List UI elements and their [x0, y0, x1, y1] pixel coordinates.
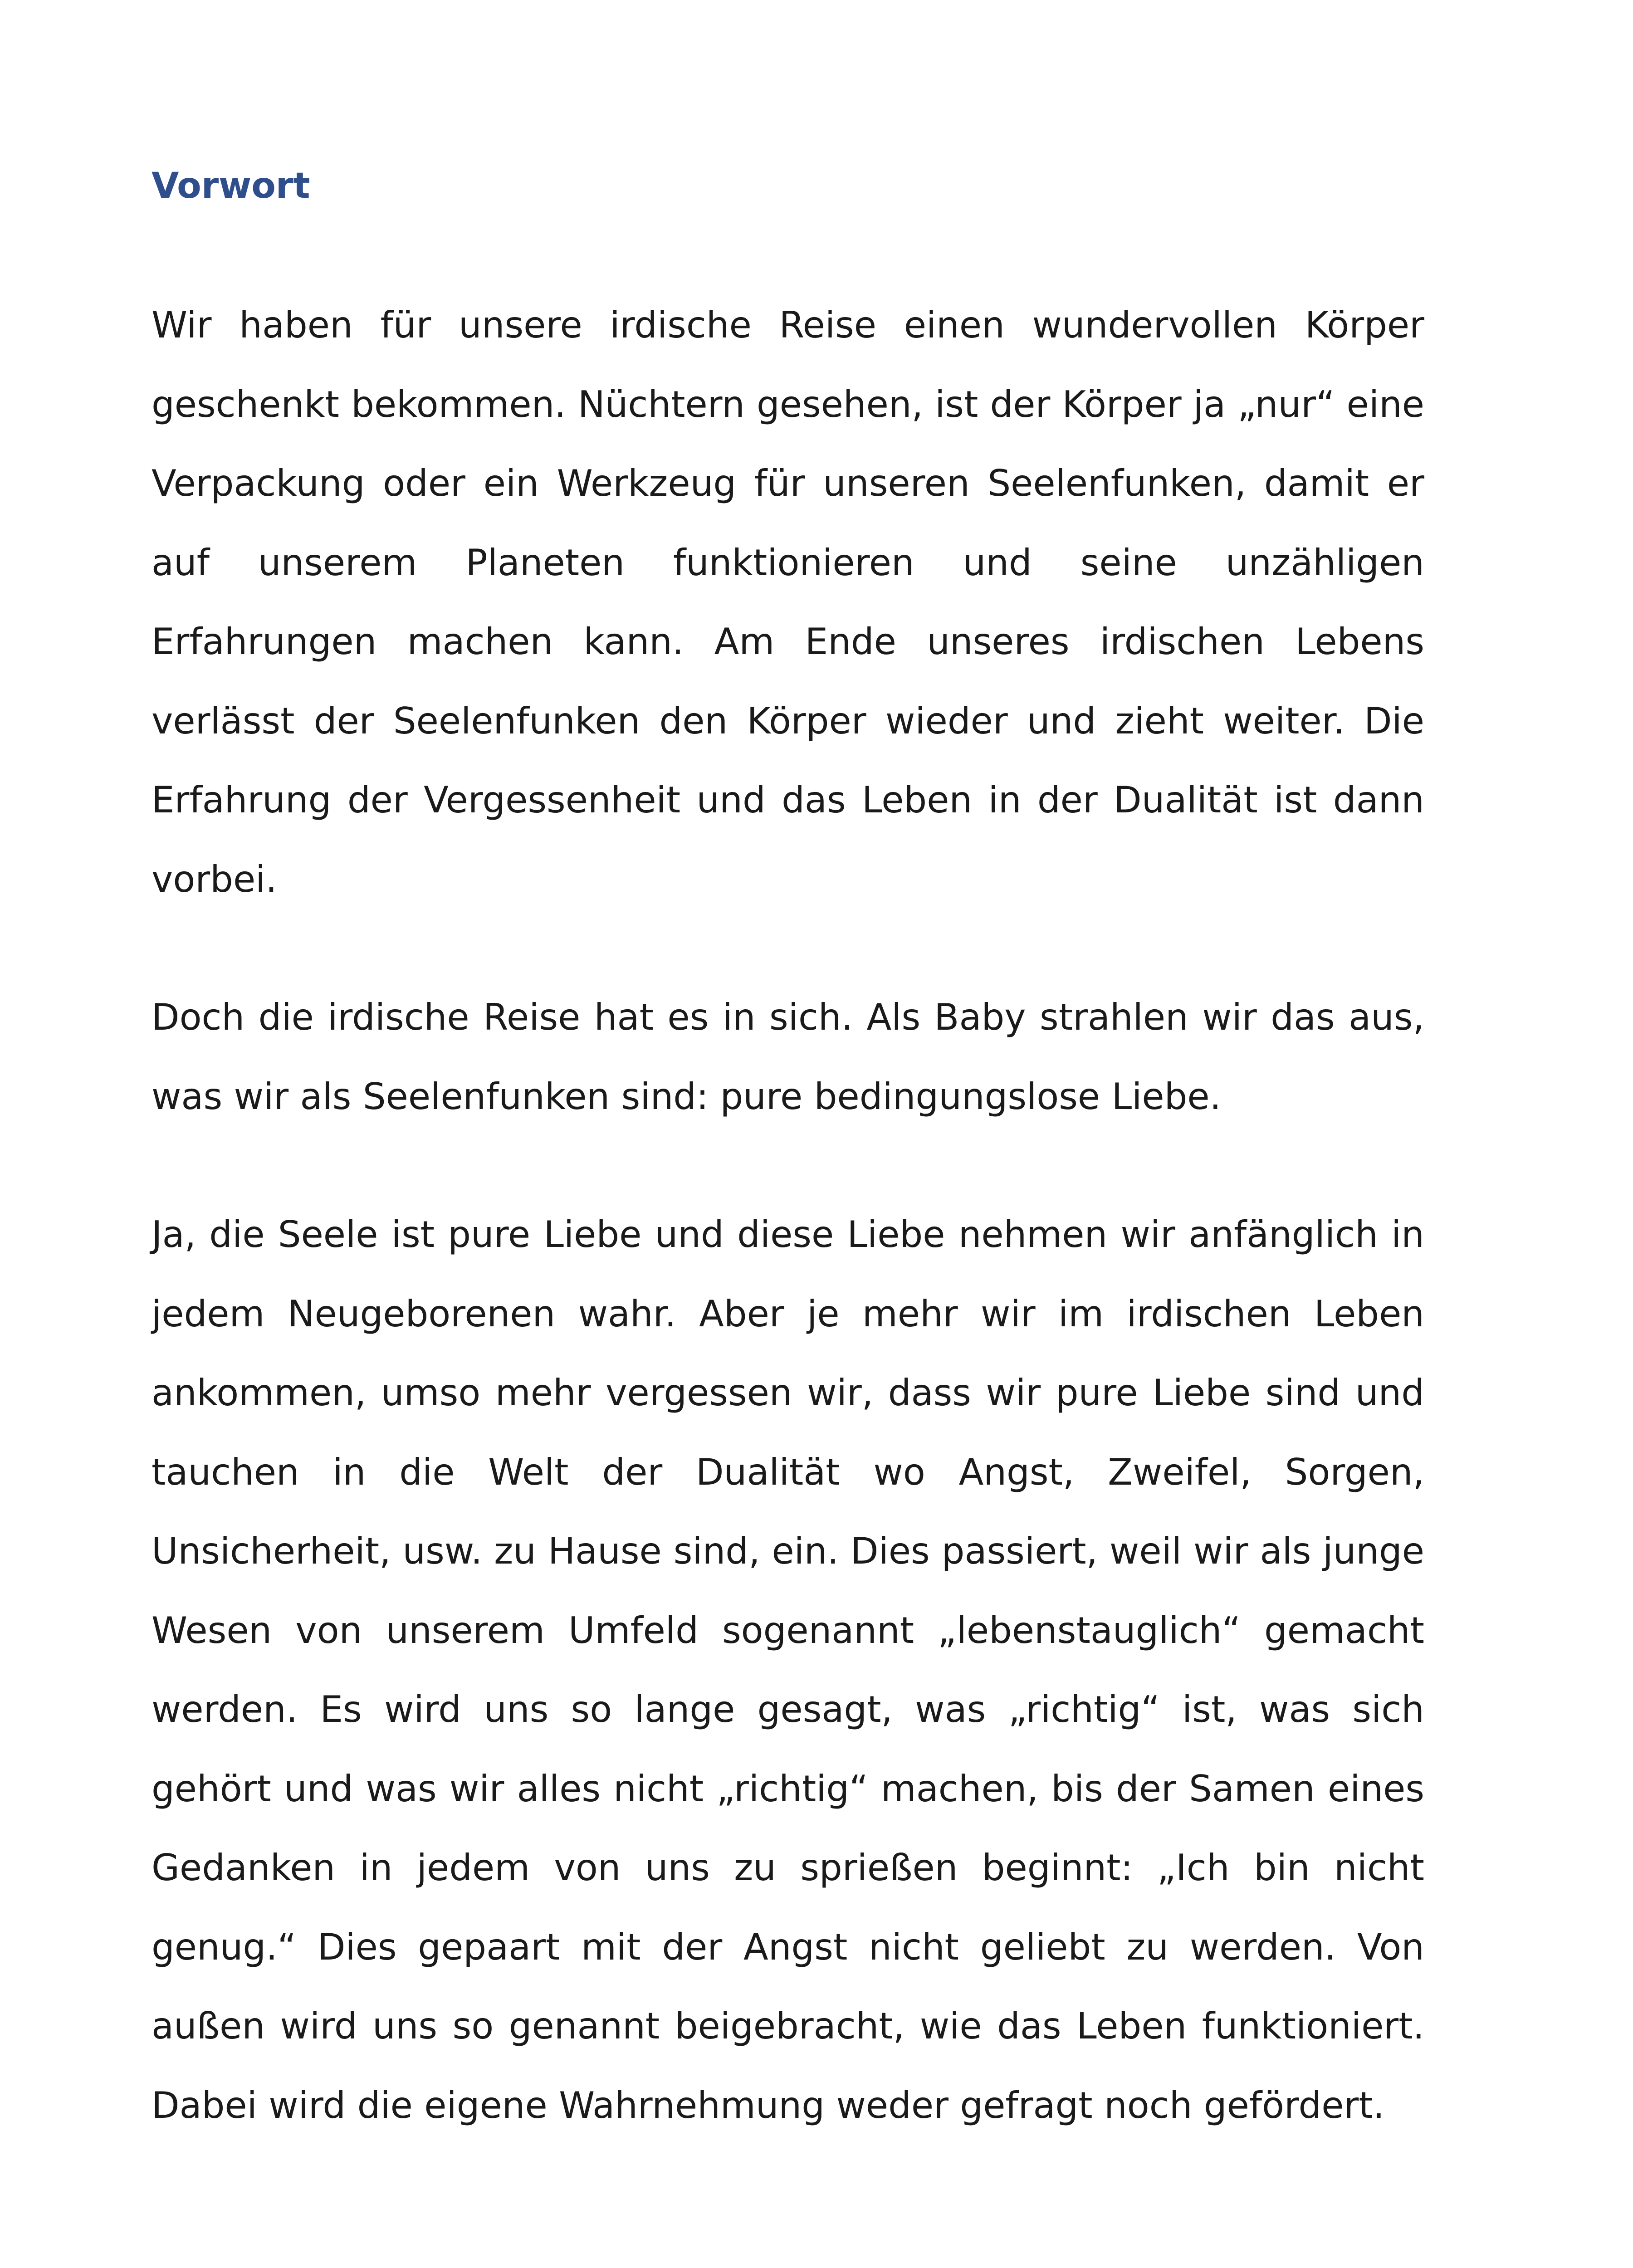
paragraph-1: Wir haben für unsere irdische Reise einen wundervollen Körper geschenkt bekommen. Nüchtern gesehen, ist der Körper ja „nur“ eine Verpackung oder ein Werkzeug für unseren Seelenfunken, damit er auf unserem Planeten funktionieren und seine unzähligen Erfahrungen machen kann. Am Ende unseres irdischen Lebens verlässt der Seelenfunken den Körper wieder und zieht weiter. Die Erfahrung der Vergessenheit und das Leben in der Dualität ist dann vorbei. — [152, 304, 1424, 900]
paragraph-2: Doch die irdische Reise hat es in sich. Als Baby strahlen wir das aus, was wir als Seelenfunken sind: pure bedingungslose Liebe. — [152, 996, 1424, 1118]
section-heading: Vorwort — [152, 166, 310, 206]
page-content — [152, 163, 1424, 2145]
paragraph-3: Ja, die Seele ist pure Liebe und diese Liebe nehmen wir anfänglich in jedem Neugeborenen wahr. Aber je mehr wir im irdischen Leben ankommen, umso mehr vergessen wir, dass wir pure Liebe sind und tauchen in die Welt der Dualität wo Angst, Zweifel, Sorgen, Unsicherheit, usw. zu Hause sind, ein. Dies passiert, weil wir als junge Wesen von unserem Umfeld sogenannt „lebenstauglich“ gemacht werden. Es wird uns so lange gesagt, was „richtig“ ist, was sich gehört und was wir alles nicht „richtig“ machen, bis der Samen eines Gedanken in jedem von uns zu sprießen beginnt: „Ich bin nicht genug.“ Dies gepaart mit der Angst nicht geliebt zu werden. Von außen wird uns so genannt beigebracht, wie das Leben funktioniert. Dabei wird die eigene Wahrnehmung weder gefragt noch gefördert. — [152, 1213, 1424, 2126]
